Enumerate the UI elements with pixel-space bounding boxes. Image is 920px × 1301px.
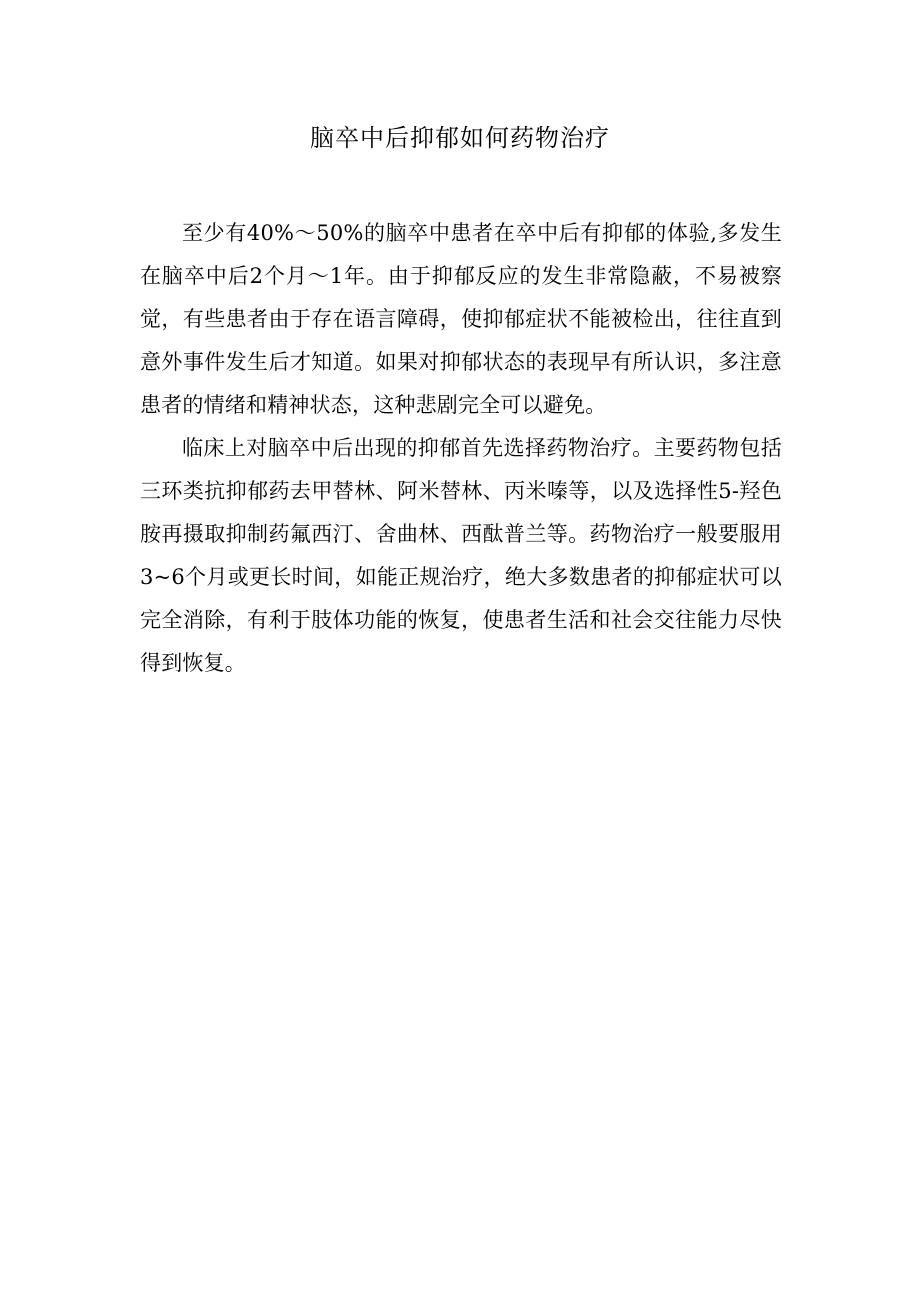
paragraph-1: 至少有40%～50%的脑卒中患者在卒中后有抑郁的体验,多发生在脑卒中后2个月～1年。由于抑郁反应的发生非常隐蔽，不易被察觉，有些患者由于存在语言障碍，使抑郁症状不能被检出，往往直到意外事件发生后才知道。如果对抑郁状态的表现早有所认识，多注意患者的情绪和精神状态，这种悲剧完全可以避免。 xyxy=(140,221,782,417)
paragraph-2: 临床上对脑卒中后出现的抑郁首先选择药物治疗。主要药物包括三环类抗抑郁药去甲替林、阿米替林、丙米嗪等，以及选择性5-羟色胺再摄取抑制药氟西汀、舍曲林、西酞普兰等。药物治疗一般要服用3~6个月或更长时间，如能正规治疗，绝大多数患者的抑郁症状可以完全消除，有利于肢体功能的恢复，使患者生活和社会交往能力尽快得到恢复。 xyxy=(140,436,782,675)
document-body xyxy=(140,212,782,685)
document-title: 脑卒中后抑郁如何药物治疗 xyxy=(310,124,610,152)
